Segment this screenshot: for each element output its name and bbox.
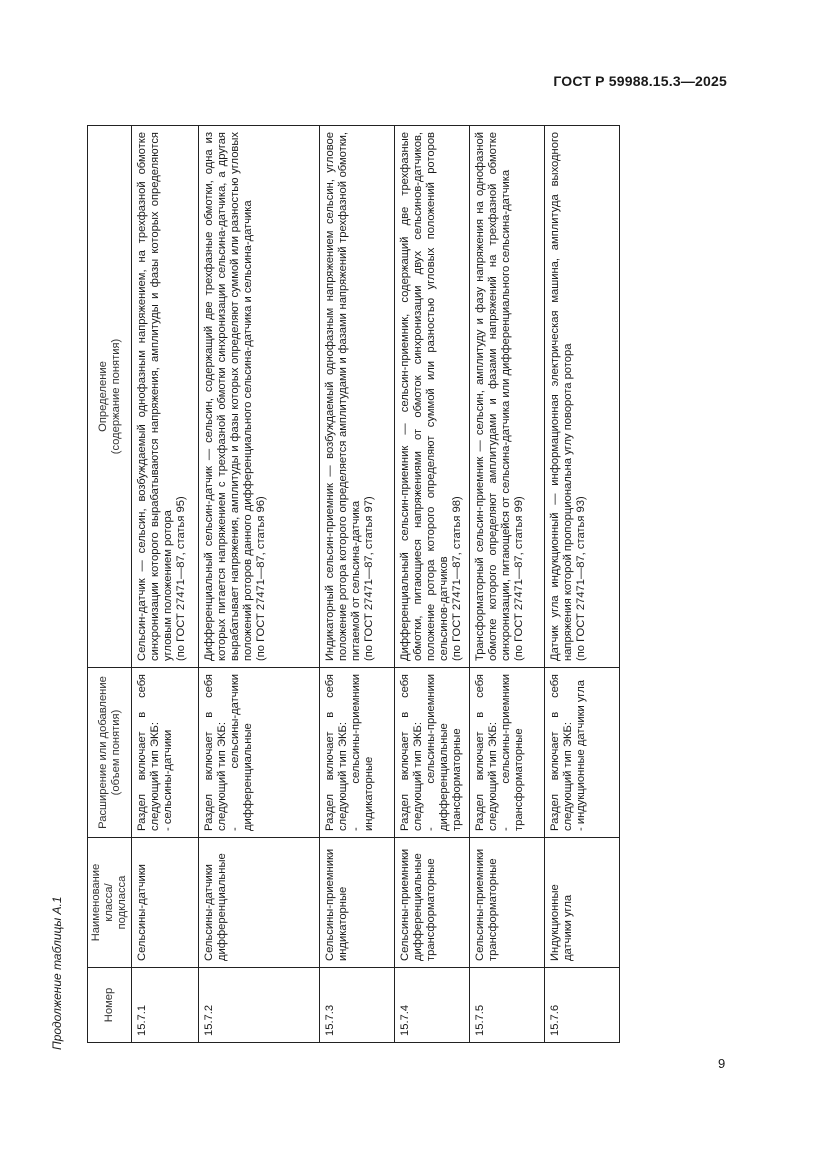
cell-extension: Раздел включает в себя следующий тип ЭКБ: - сельсины-датчики дифференциальные — [199, 668, 320, 838]
cell-definition: Трансформаторный сельсин-приемник — сельсин, амплитуду и фазу напряжения на однофазной обмотке которого определяют амплитудами и фазами напряжений на трехфазной обмотке синхронизации, питающейся от сельсина-датчика или дифференциального сельсина-датчика (по ГОСТ 27471—87, статья 99) — [470, 126, 545, 668]
table-caption: Продолжение таблицы А.1 — [50, 896, 64, 1050]
cell-name: Сельсины-приемники трансформаторные — [470, 838, 545, 968]
cell-definition: Сельсин-датчик — сельсин, возбуждаемый однофазным напряжением, на трехфазной обмотке синхронизации которого вырабатываются напряжения, амплитуды и фазы которых определяются угловым положением ротора (по ГОСТ 27471—87, статья 95) — [132, 126, 199, 668]
cell-extension: Раздел включает в себя следующий тип ЭКБ: - сельсины-датчики — [132, 668, 199, 838]
table-row — [320, 126, 395, 1043]
header-name: Наименование класса/ подкласса — [88, 838, 132, 968]
cell-number: 15.7.6 — [545, 968, 620, 1043]
cell-extension: Раздел включает в себя следующий тип ЭКБ: - индукционные датчики угла — [545, 668, 620, 838]
cell-definition: Индикаторный сельсин-приемник — возбуждаемый однофазным напряжением сельсин, угловое положение ротора которого определяется амплитудами и фазами напряжений трехфазной обмотки, питаемой от сельсина-датчика (по ГОСТ 27471—87, статья 97) — [320, 126, 395, 668]
header-extension: Расширение или добавление (объем понятия) — [88, 668, 132, 838]
table-row — [132, 126, 199, 1043]
cell-name: Сельсины-приемники дифференциальные трансформаторные — [395, 838, 470, 968]
cell-definition: Дифференциальный сельсин-датчик — сельсин, содержащий две трехфазные обмотки, одна из которых питается напряжением с трехфазной обмотки синхронизации сельсина-датчика, а другая вырабатывает напряжения, амплитуды и фазы которых определяют суммой или разностью угловых положений роторов данного дифференциального сельсина-датчика и сельсина-датчика (по ГОСТ 27471—87, статья 96) — [199, 126, 320, 668]
cell-extension: Раздел включает в себя следующий тип ЭКБ: - сельсины-приемники трансформаторные — [470, 668, 545, 838]
cell-name: Сельсины-приемники индикаторные — [320, 838, 395, 968]
cell-number: 15.7.2 — [199, 968, 320, 1043]
cell-definition: Датчик угла индукционный — информационная электрическая машина, амплитуда выходного напряжения которой пропорциональна углу поворота ротора (по ГОСТ 27471—87, статья 93) — [545, 126, 620, 668]
header-number: Номер — [88, 968, 132, 1043]
header-definition: Определение (содержание понятия) — [88, 126, 132, 668]
cell-number: 15.7.1 — [132, 968, 199, 1043]
cell-definition: Дифференциальный сельсин-приемник — сельсин-приемник, содержащий две трехфазные обмотки, питающиеся напряжениями от обмоток синхронизации двух сельсинов-датчиков, положение ротора которого определяют суммой или разностью угловых положений роторов сельсинов-датчиков (по ГОСТ 27471—87, статья 98) — [395, 126, 470, 668]
page-number: 9 — [718, 1056, 726, 1071]
cell-name: Индукционные датчики угла — [545, 838, 620, 968]
rotated-table-area — [50, 125, 612, 1050]
standard-designation: ГОСТ Р 59988.15.3—2025 — [553, 73, 727, 89]
table-header-row — [88, 126, 132, 1043]
cell-number: 15.7.4 — [395, 968, 470, 1043]
cell-number: 15.7.5 — [470, 968, 545, 1043]
table-row — [470, 126, 545, 1043]
classification-table — [87, 125, 620, 1043]
cell-extension: Раздел включает в себя следующий тип ЭКБ: - сельсины-приемники дифференциальные трансформаторные — [395, 668, 470, 838]
cell-number: 15.7.3 — [320, 968, 395, 1043]
table-row — [395, 126, 470, 1043]
table-row — [199, 126, 320, 1043]
cell-name: Сельсины-датчики — [132, 838, 199, 968]
cell-name: Сельсины-датчики дифференциальные — [199, 838, 320, 968]
table-row — [545, 126, 620, 1043]
cell-extension: Раздел включает в себя следующий тип ЭКБ: - сельсины-приемники индикаторные — [320, 668, 395, 838]
